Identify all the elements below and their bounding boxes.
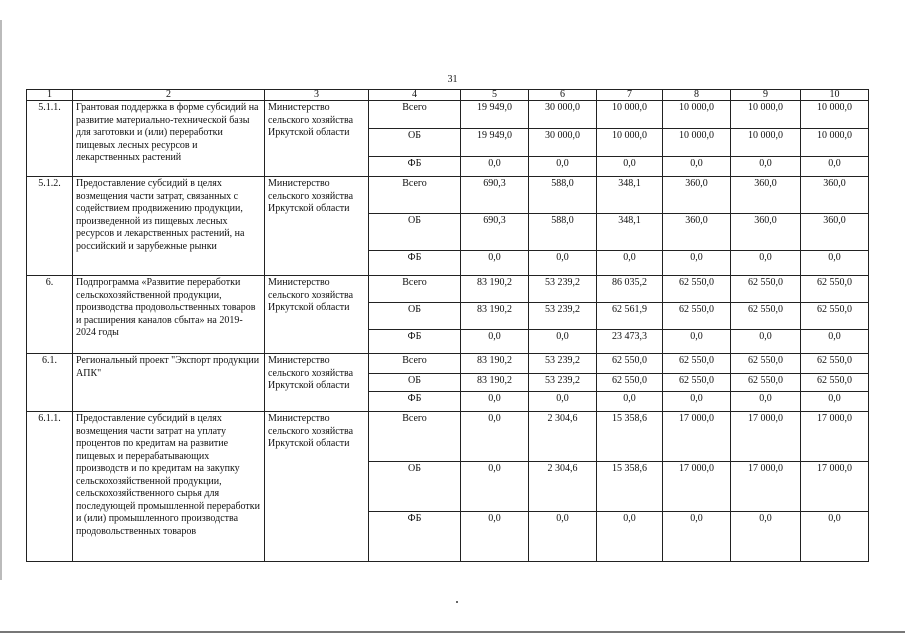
header-row	[27, 90, 869, 101]
amount-cell: 0,0	[801, 512, 869, 562]
amount-cell: 348,1	[597, 177, 663, 214]
column-number-header: 7	[597, 90, 663, 101]
amount-cell: 0,0	[461, 512, 529, 562]
table-row	[27, 177, 869, 214]
amount-cell: 10 000,0	[801, 129, 869, 157]
amount-cell: 62 550,0	[597, 354, 663, 374]
budget-table	[26, 89, 869, 562]
funding-source: Всего	[369, 177, 461, 214]
amount-cell: 10 000,0	[731, 129, 801, 157]
amount-cell: 0,0	[461, 330, 529, 354]
funding-source: Всего	[369, 276, 461, 303]
column-number-header: 8	[663, 90, 731, 101]
amount-cell: 83 190,2	[461, 303, 529, 330]
amount-cell: 360,0	[663, 177, 731, 214]
table-row	[27, 101, 869, 129]
amount-cell: 0,0	[597, 512, 663, 562]
amount-cell: 0,0	[597, 392, 663, 412]
funding-source: ОБ	[369, 129, 461, 157]
amount-cell: 17 000,0	[731, 412, 801, 462]
table-row	[27, 276, 869, 303]
amount-cell: 10 000,0	[597, 129, 663, 157]
amount-cell: 0,0	[529, 251, 597, 276]
amount-cell: 0,0	[529, 512, 597, 562]
amount-cell: 0,0	[597, 251, 663, 276]
table-row	[27, 412, 869, 462]
amount-cell: 588,0	[529, 177, 597, 214]
amount-cell: 10 000,0	[663, 129, 731, 157]
scan-speck	[456, 601, 458, 603]
amount-cell: 0,0	[461, 392, 529, 412]
amount-cell: 83 190,2	[461, 374, 529, 392]
column-number-header: 5	[461, 90, 529, 101]
amount-cell: 17 000,0	[663, 412, 731, 462]
amount-cell: 10 000,0	[597, 101, 663, 129]
amount-cell: 2 304,6	[529, 462, 597, 512]
amount-cell: 0,0	[731, 392, 801, 412]
column-number-header: 10	[801, 90, 869, 101]
funding-source: Всего	[369, 101, 461, 129]
row-executor: Министерство сельского хозяйства Иркутской области	[265, 276, 369, 354]
amount-cell: 0,0	[731, 330, 801, 354]
row-name: Предоставление субсидий в целях возмещения части затрат, связанных с содействием продвижению продукции, произведенной из пищевых лесных ресурсов и лекарственных растений, на российский и зарубежные рынки	[73, 177, 265, 276]
funding-source: ФБ	[369, 251, 461, 276]
amount-cell: 0,0	[663, 251, 731, 276]
funding-source: ФБ	[369, 330, 461, 354]
amount-cell: 0,0	[663, 392, 731, 412]
column-number-header: 3	[265, 90, 369, 101]
amount-cell: 360,0	[731, 177, 801, 214]
amount-cell: 62 550,0	[731, 374, 801, 392]
funding-source: ФБ	[369, 392, 461, 412]
amount-cell: 62 550,0	[731, 276, 801, 303]
row-executor: Министерство сельского хозяйства Иркутской области	[265, 354, 369, 412]
amount-cell: 0,0	[597, 157, 663, 177]
amount-cell: 86 035,2	[597, 276, 663, 303]
amount-cell: 360,0	[663, 214, 731, 251]
amount-cell: 62 550,0	[663, 303, 731, 330]
amount-cell: 62 550,0	[663, 276, 731, 303]
amount-cell: 0,0	[529, 392, 597, 412]
amount-cell: 17 000,0	[731, 462, 801, 512]
amount-cell: 62 550,0	[801, 303, 869, 330]
amount-cell: 0,0	[801, 157, 869, 177]
amount-cell: 0,0	[461, 462, 529, 512]
funding-source: Всего	[369, 354, 461, 374]
amount-cell: 588,0	[529, 214, 597, 251]
amount-cell: 30 000,0	[529, 101, 597, 129]
funding-source: ОБ	[369, 462, 461, 512]
amount-cell: 0,0	[461, 412, 529, 462]
amount-cell: 62 550,0	[801, 276, 869, 303]
row-name: Грантовая поддержка в форме субсидий на развитие материально-технической базы для заготовки и (или) переработки пищевых лесных ресурсов и лекарственных растений	[73, 101, 265, 177]
amount-cell: 10 000,0	[731, 101, 801, 129]
amount-cell: 0,0	[663, 512, 731, 562]
amount-cell: 83 190,2	[461, 276, 529, 303]
amount-cell: 0,0	[731, 251, 801, 276]
funding-source: ФБ	[369, 157, 461, 177]
amount-cell: 53 239,2	[529, 354, 597, 374]
amount-cell: 0,0	[731, 512, 801, 562]
row-name: Региональный проект "Экспорт продукции АПК"	[73, 354, 265, 412]
amount-cell: 360,0	[801, 177, 869, 214]
amount-cell: 62 550,0	[801, 354, 869, 374]
amount-cell: 0,0	[529, 157, 597, 177]
amount-cell: 62 550,0	[663, 354, 731, 374]
amount-cell: 0,0	[461, 157, 529, 177]
funding-source: ОБ	[369, 214, 461, 251]
amount-cell: 15 358,6	[597, 462, 663, 512]
table-row	[27, 354, 869, 374]
amount-cell: 53 239,2	[529, 374, 597, 392]
row-name: Подпрограмма «Развитие переработки сельскохозяйственной продукции, производства продовольственных товаров и расширения каналов сбыта» на 2019-2024 годы	[73, 276, 265, 354]
amount-cell: 0,0	[663, 330, 731, 354]
amount-cell: 360,0	[801, 214, 869, 251]
funding-source: ФБ	[369, 512, 461, 562]
amount-cell: 0,0	[801, 392, 869, 412]
column-number-header: 9	[731, 90, 801, 101]
amount-cell: 62 550,0	[597, 374, 663, 392]
row-code: 5.1.2.	[27, 177, 73, 276]
amount-cell: 2 304,6	[529, 412, 597, 462]
amount-cell: 690,3	[461, 214, 529, 251]
funding-source: ОБ	[369, 374, 461, 392]
amount-cell: 17 000,0	[663, 462, 731, 512]
row-name: Предоставление субсидий в целях возмещения части затрат на уплату процентов по кредитам на развитие пищевых и перерабатывающих производств и по кредитам на закупку сельскохозяйственной продукции, сельскохозяйственного сырья для последующей промышленной переработки и (или) промышленного производства продовольственных товаров	[73, 412, 265, 562]
amount-cell: 53 239,2	[529, 276, 597, 303]
amount-cell: 17 000,0	[801, 462, 869, 512]
amount-cell: 62 550,0	[731, 354, 801, 374]
scan-edge-line-bottom	[0, 631, 905, 633]
amount-cell: 0,0	[801, 330, 869, 354]
amount-cell: 15 358,6	[597, 412, 663, 462]
amount-cell: 360,0	[731, 214, 801, 251]
funding-source: Всего	[369, 412, 461, 462]
row-executor: Министерство сельского хозяйства Иркутской области	[265, 412, 369, 562]
amount-cell: 53 239,2	[529, 303, 597, 330]
amount-cell: 17 000,0	[801, 412, 869, 462]
row-code: 6.	[27, 276, 73, 354]
amount-cell: 0,0	[529, 330, 597, 354]
column-number-header: 4	[369, 90, 461, 101]
amount-cell: 0,0	[663, 157, 731, 177]
funding-source: ОБ	[369, 303, 461, 330]
amount-cell: 19 949,0	[461, 101, 529, 129]
amount-cell: 10 000,0	[663, 101, 731, 129]
column-number-header: 1	[27, 90, 73, 101]
amount-cell: 62 561,9	[597, 303, 663, 330]
amount-cell: 23 473,3	[597, 330, 663, 354]
amount-cell: 0,0	[731, 157, 801, 177]
row-code: 5.1.1.	[27, 101, 73, 177]
amount-cell: 30 000,0	[529, 129, 597, 157]
amount-cell: 10 000,0	[801, 101, 869, 129]
amount-cell: 83 190,2	[461, 354, 529, 374]
row-code: 6.1.1.	[27, 412, 73, 562]
amount-cell: 0,0	[461, 251, 529, 276]
amount-cell: 690,3	[461, 177, 529, 214]
amount-cell: 62 550,0	[663, 374, 731, 392]
row-code: 6.1.	[27, 354, 73, 412]
amount-cell: 19 949,0	[461, 129, 529, 157]
column-number-header: 6	[529, 90, 597, 101]
page-number: 31	[447, 74, 458, 85]
amount-cell: 62 550,0	[731, 303, 801, 330]
amount-cell: 62 550,0	[801, 374, 869, 392]
scan-edge-line-left	[0, 20, 2, 580]
row-executor: Министерство сельского хозяйства Иркутской области	[265, 177, 369, 276]
column-number-header: 2	[73, 90, 265, 101]
amount-cell: 0,0	[801, 251, 869, 276]
row-executor: Министерство сельского хозяйства Иркутской области	[265, 101, 369, 177]
amount-cell: 348,1	[597, 214, 663, 251]
